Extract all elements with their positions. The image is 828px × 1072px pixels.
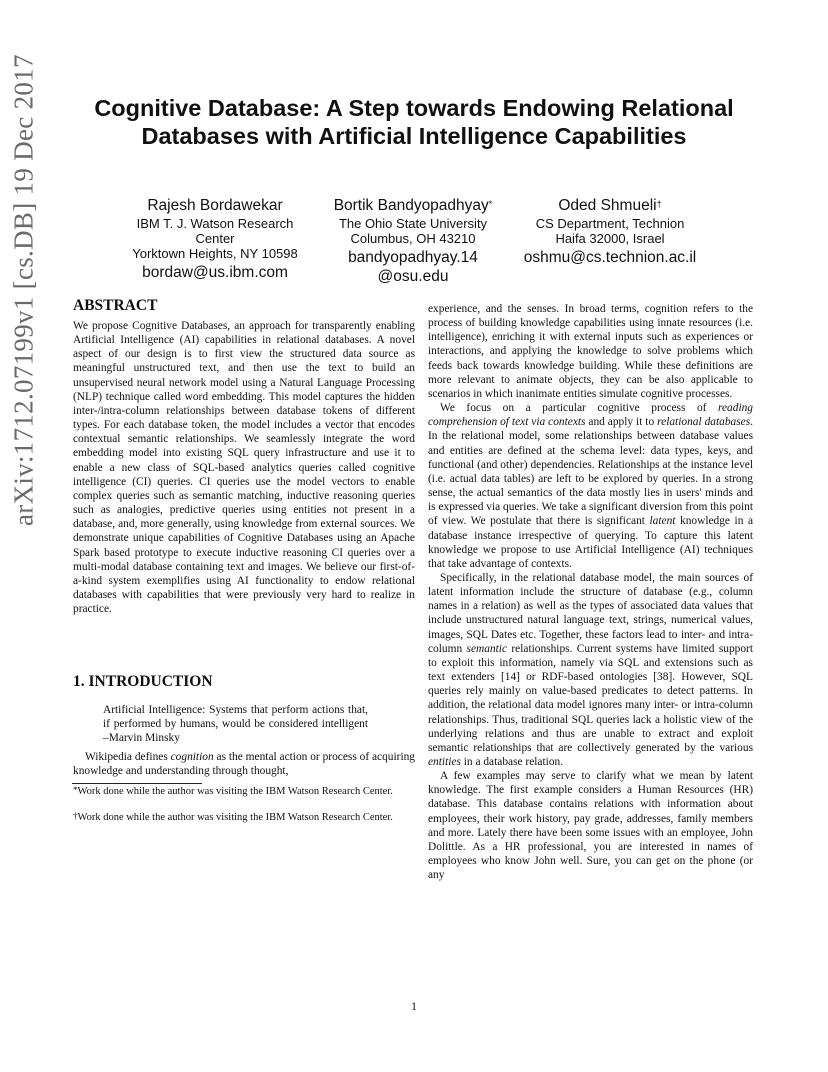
author-name: Rajesh Bordawekar xyxy=(147,197,283,214)
abstract-text: We propose Cognitive Databases, an approach for transparently enabling Artificial Intelligence (AI) capabilities in relational databases. A novel aspect of our design is to first view the structured data source as meaningful unstructured text, and then use the text to build an unsupervised neural network model using a Natural Language Processing (NLP) technique called word embedding. This model captures the hidden inter-/intra-column relationships between database tokens of different types. For each database token, the model includes a vector that encodes contextual semantic relationships. We seamlessly integrate the word embedding model into existing SQL query infrastructure and use it to enable a new class of SQL-based analytics queries called cognitive intelligence (CI) queries. CI queries use the model vectors to enable complex queries such as semantic matching, inductive reasoning queries such as analogies, predictive queries using entities not present in a database, and, more generally, using knowledge from external sources. We demonstrate unique capabilities of Cognitive Databases using an Apache Spark based prototype to execute inductive reasoning CI queries over a multi-modal database containing text and images. We believe our first-of-a-kind system exemplifies using AI functionality to endow relational databases with capabilities that were previously very hard to realize in practice. xyxy=(73,320,415,616)
citation-link[interactable]: [14] xyxy=(500,671,520,684)
citation-link[interactable]: [38] xyxy=(653,671,673,684)
author-block xyxy=(120,196,310,282)
intro-paragraph: Wikipedia defines cognition as the mental action or process of acquiring knowledge and understanding through thought, xyxy=(73,751,415,778)
paragraph: We focus on a particular cognitive process of reading comprehension of text via contexts and apply it to relational databases. In the relational model, some relationships between database values and entities are defined at the schema level: data types, keys, and functional (and other) dependencies. Relationships at the instance level (i.e. actual data tables) are left to be explored by queries. In a strong sense, the actual semantics of the data mostly lies in users' minds and is expressed via queries. We take a significant diversion from this point of view. We postulate that there is significant latent knowledge in a database instance irrespective of querying. To capture this latent knowledge we propose to use Artificial Intelligence (AI) techniques that take advantage of contexts. xyxy=(428,402,754,570)
author-affiliation-line: CS Department, Technion xyxy=(535,216,685,231)
paper-title-line-1: Cognitive Database: A Step towards Endowing Relational xyxy=(94,95,734,121)
footnote-rule xyxy=(72,783,202,784)
author-affiliation-line: The Ohio State University xyxy=(338,216,488,231)
author-email: bordaw@us.ibm.com xyxy=(142,264,288,281)
author-name: Oded Shmueli† xyxy=(558,197,662,214)
abstract-heading: ABSTRACT xyxy=(73,297,158,314)
author-email: @osu.edu xyxy=(377,268,449,285)
author-block xyxy=(318,196,508,286)
author-name: Bortik Bandyopadhyay* xyxy=(333,197,493,214)
author-affiliation-line: Center xyxy=(195,231,235,246)
page-number: 1 xyxy=(411,1001,417,1013)
footnote: *Work done while the author was visiting the IBM Watson Research Center. xyxy=(73,785,393,797)
left-column xyxy=(73,297,415,616)
paragraph: experience, and the senses. In broad terms, cognition refers to the process of building knowledge capabilities using innate resources (i.e. intelligence), enriching it with external inputs such as experiences or interactions, and applying the knowledge to solve problems which feeds back towards knowledge building. While these definitions are more relevant to animate objects, they can be also applicable to scenarios in which inanimate entities simulate cognitive processes. xyxy=(428,303,753,400)
author-affiliation-line: Haifa 32000, Israel xyxy=(555,231,665,246)
epigraph-quote: Artificial Intelligence: Systems that perform actions that, if performed by humans, would be considered intelligent –Marvin Minsky xyxy=(103,704,368,745)
paragraph: Specifically, in the relational database model, the main sources of latent information include the structure of database (e.g., column names in a relation) as well as the types of associated data values that include unstructured natural language text, strings, numerical values, images, SQL Dates etc. Together, these factors lead to inter- and intra-column semantic relationships. Current systems have limited support to exploit this information, namely via SQL and extensions such as text extenders [14] or RDF-based ontologies [38]. However, SQL queries rely mainly on value-based predicates to detect patterns. In addition, the relational data model ignores many inter- or intra-column relationships. Thus, traditional SQL queries lack a holistic view of the underlying relations and thus are unable to extract and exploit semantic relationships that are collectively generated by the various entities in a database relation. xyxy=(428,571,754,768)
paper-title-line-2: Databases with Artificial Intelligence Capabilities xyxy=(141,123,687,149)
right-column xyxy=(428,302,753,882)
author-affiliation-line: IBM T. J. Watson Research xyxy=(136,216,294,231)
author-email: bandyopadhyay.14 xyxy=(348,249,478,266)
author-email: oshmu@cs.technion.ac.il xyxy=(523,249,697,266)
introduction-heading: 1. INTRODUCTION xyxy=(73,673,213,690)
paragraph: A few examples may serve to clarify what we mean by latent knowledge. The first example considers a Human Resources (HR) database. This database contains relations with information about employees, their work history, pay grade, addresses, family members and more. Lately there have been some issues with an employee, John Dolittle. As a HR professional, you are interested in names of employees who know John well. Sure, you can get on the phone (or any xyxy=(428,770,753,882)
footnote: †Work done while the author was visiting the IBM Watson Research Center. xyxy=(73,811,393,823)
author-block xyxy=(510,196,710,267)
author-affiliation-line: Yorktown Heights, NY 10598 xyxy=(132,246,298,261)
author-affiliation-line: Columbus, OH 43210 xyxy=(350,231,476,246)
arxiv-identifier: arXiv:1712.07199v1 [cs.DB] 19 Dec 2017 xyxy=(8,54,39,526)
